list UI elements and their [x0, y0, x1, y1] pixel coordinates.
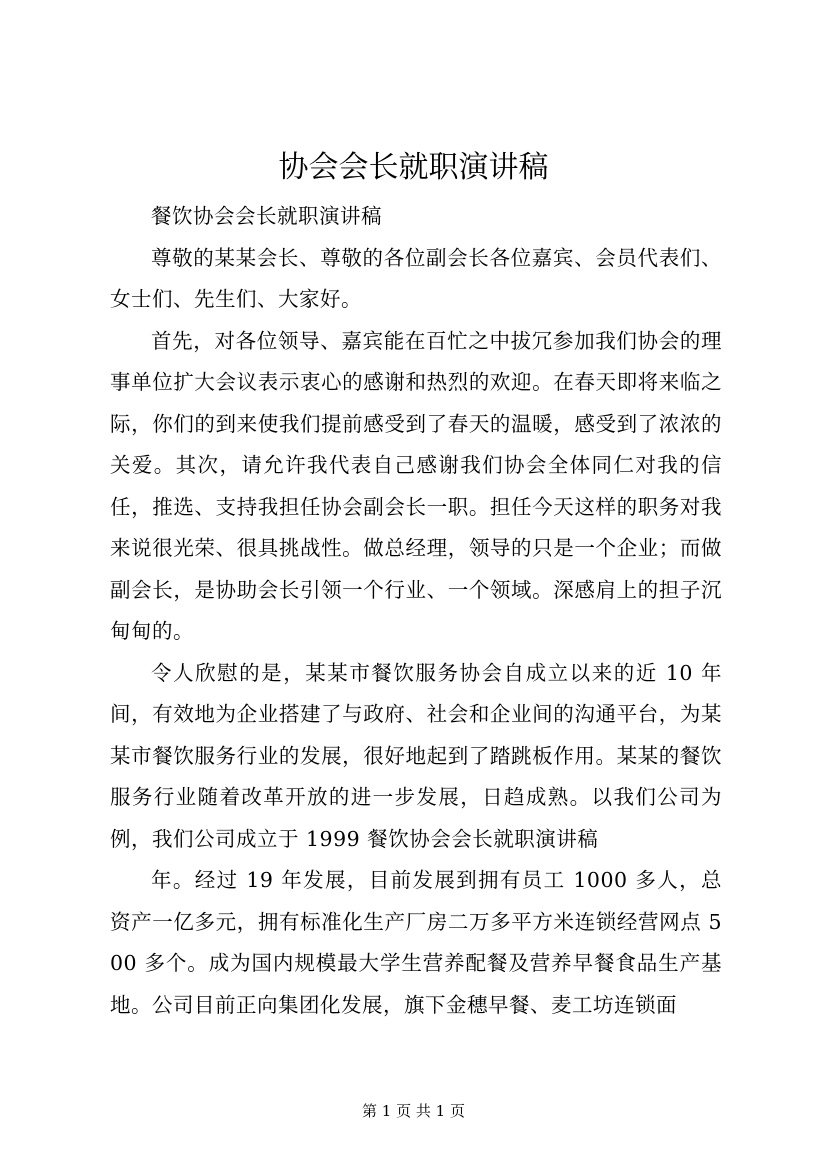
- document-body: [110, 196, 722, 1026]
- document-title: 协会会长就职演讲稿: [278, 150, 549, 185]
- body-paragraph: 年。经过 19 年发展，目前发展到拥有员工 1000 多人，总资产一亿多元，拥有标准化生产厂房二万多平方米连锁经营网点 500 多个。成为国内规模最大学生营养配餐及营养早餐食品生产基地。公司目前正向集团化发展，旗下金穗早餐、麦工坊连锁面: [110, 868, 722, 1017]
- page-footer: 第 1 页 共 1 页: [362, 1102, 465, 1120]
- body-paragraph: 尊敬的某某会长、尊敬的各位副会长各位嘉宾、会员代表们、女士们、先生们、大家好。: [110, 245, 722, 311]
- body-paragraph: 令人欣慰的是，某某市餐饮服务协会自成立以来的近 10 年间，有效地为企业搭建了与政府、社会和企业间的沟通平台，为某某市餐饮服务行业的发展，很好地起到了踏跳板作用。某某的餐饮服务行业随着改革开放的进一步发展，日趋成熟。以我们公司为例，我们公司成立于 1999 餐饮协会会长就职演讲稿: [110, 660, 722, 851]
- body-paragraph: 餐饮协会会长就职演讲稿: [151, 204, 382, 228]
- body-paragraph: 首先，对各位领导、嘉宾能在百忙之中拔冗参加我们协会的理事单位扩大会议表示衷心的感谢和热烈的欢迎。在春天即将来临之际，你们的到来使我们提前感受到了春天的温暖，感受到了浓浓的关爱。其次，请允许我代表自己感谢我们协会全体同仁对我的信任，推选、支持我担任协会副会长一职。担任今天这样的职务对我来说很光荣、很具挑战性。做总经理，领导的只是一个企业；而做副会长，是协助会长引领一个行业、一个领域。深感肩上的担子沉甸甸的。: [110, 328, 722, 643]
